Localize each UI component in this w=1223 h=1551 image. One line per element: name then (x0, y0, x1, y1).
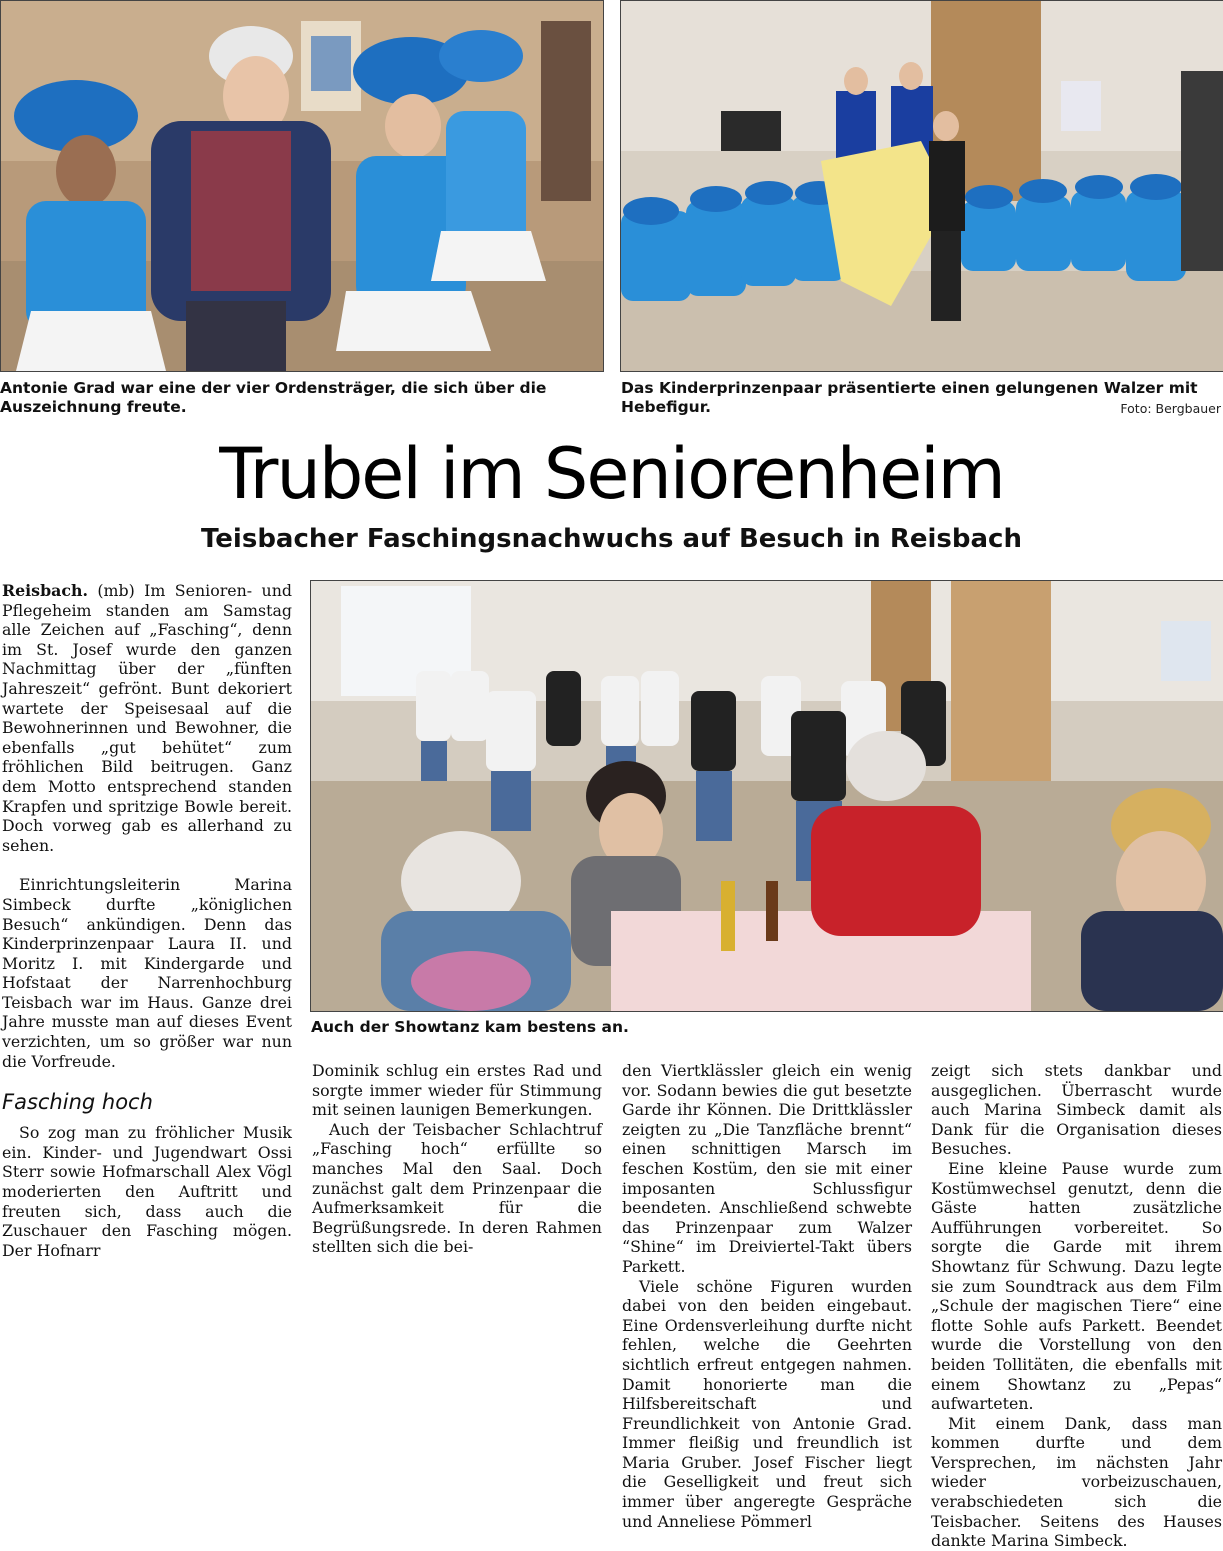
paragraph: den Viertklässler gleich ein wenig vor. Sodann bewies die gut besetzte Garde ihr Können. Die Drittklässler zeigten zu „Die Tanzfläche brennt“ einen schnittigen Marsch im feschen Kostüm, den sie mit einer imposanten Schlussfigur beendeten. Anschließend schwebte das Prinzenpaar zum Walzer “Shine“ im Dreiviertel-Takt übers Parkett. (622, 1061, 912, 1276)
article-column-3 (622, 1061, 912, 1531)
photo-caption-showtanz: Auch der Showtanz kam bestens an. (311, 1018, 629, 1036)
article-column-4 (931, 1061, 1222, 1551)
paragraph: So zog man zu fröhlicher Musik ein. Kinder- und Jugendwart Ossi Sterr sowie Hofmarschall Alex Vögl moderierten den Auftritt und freuten sich, dass auch die Zuschauer den Fasching mögen. Der Hofnarr (2, 1123, 292, 1260)
paragraph: (mb) Im Senioren- und Pflegeheim standen am Samstag alle Zeichen auf „Fasching“, denn im St. Josef wurde den ganzen Nachmittag über der „fünften Jahreszeit“ gefrönt. Bunt dekoriert wartete der Speisesaal auf die Bewohnerinnen und Bewohner, die ebenfalls „gut behütet“ zum fröhlichen Bild beitrugen. Ganz dem Motto entsprechend standen Krapfen und spritzige Bowle bereit. Doch vorweg gab es allerhand zu sehen. (2, 581, 292, 855)
photo-credit: Foto: Bergbauer (1120, 401, 1221, 416)
paragraph: Eine kleine Pause wurde zum Kostümwechsel genutzt, denn die Gäste hatten zusätzliche Aufführungen vorbereitet. So sorgte die Garde mit ihrem Showtanz für Schwung. Dazu legte sie zum Soundtrack aus dem Film „Schule der magischen Tiere“ eine flotte Sohle aufs Parkett. Beendet wurde die Vorstellung von den beiden Tollitäten, die ebenfalls mit einem Showtanz zu „Pepas“ aufwarteten. (931, 1158, 1222, 1414)
headline: Trubel im Seniorenheim (219, 433, 1004, 515)
paragraph: Viele schöne Figuren wurden dabei von den beiden eingebaut. Eine Ordensverleihung durfte nicht fehlen, welche die Geehrten sichtlich erfreut entgegen nahmen. Damit honorierte man die Hilfsbereitschaft und Freundlichkeit von Antonie Grad. Immer fleißig und freundlich ist Maria Gruber. Josef Fischer liegt die Geselligkeit und freut sich immer über angeregte Gespräche und Anneliese Pömmerl (622, 1276, 912, 1531)
article-column-2 (312, 1061, 602, 1257)
subheading: Fasching hoch (2, 1090, 153, 1115)
photo-antonie-grad (0, 0, 604, 372)
photo-kinderprinzenpaar (620, 0, 1223, 372)
article-column-1 (2, 581, 292, 1260)
photo-caption-kinderprinzenpaar: Das Kinderprinzenpaar präsentierte einen gelungenen Walzer mit Hebefigur. (621, 379, 1198, 416)
paragraph: Mit einem Dank, dass man kommen durfte und dem Versprechen, im nächsten Jahr wieder vorbeizuschauen, verabschiedeten sich die Teisbacher. Seitens des Hauses dankte Marina Simbeck. (931, 1413, 1222, 1551)
paragraph: Dominik schlug ein erstes Rad und sorgte immer wieder für Stimmung mit seinen launigen Bemerkungen. (312, 1061, 602, 1120)
dateline: Reisbach. (2, 581, 88, 600)
paragraph: Auch der Teisbacher Schlachtruf „Fasching hoch“ erfüllte so manches Mal den Saal. Doch zunächst galt dem Prinzenpaar die Aufmerksamkeit für die Begrüßungsrede. In deren Rahmen stellten sich die bei- (312, 1119, 602, 1257)
photo-caption-antonie-grad: Antonie Grad war eine der vier Ordensträger, die sich über die Auszeichnung freute. (0, 379, 547, 416)
paragraph: zeigt sich stets dankbar und ausgeglichen. Überrascht wurde auch Marina Simbeck damit als Dank für die Organisation dieses Besuches. (931, 1061, 1222, 1159)
subheadline: Teisbacher Faschingsnachwuchs auf Besuch in Reisbach (201, 524, 1022, 554)
photo-showtanz (310, 580, 1223, 1012)
paragraph: Einrichtungsleiterin Marina Simbeck durfte „königlichen Besuch“ ankündigen. Denn das Kinderprinzenpaar Laura II. und Moritz I. mit Kindergarde und Hofstaat der Narrenhochburg Teisbach war im Haus. Ganze drei Jahre musste man auf dieses Event verzichten, um so größer war nun die Vorfreude. (2, 875, 292, 1071)
